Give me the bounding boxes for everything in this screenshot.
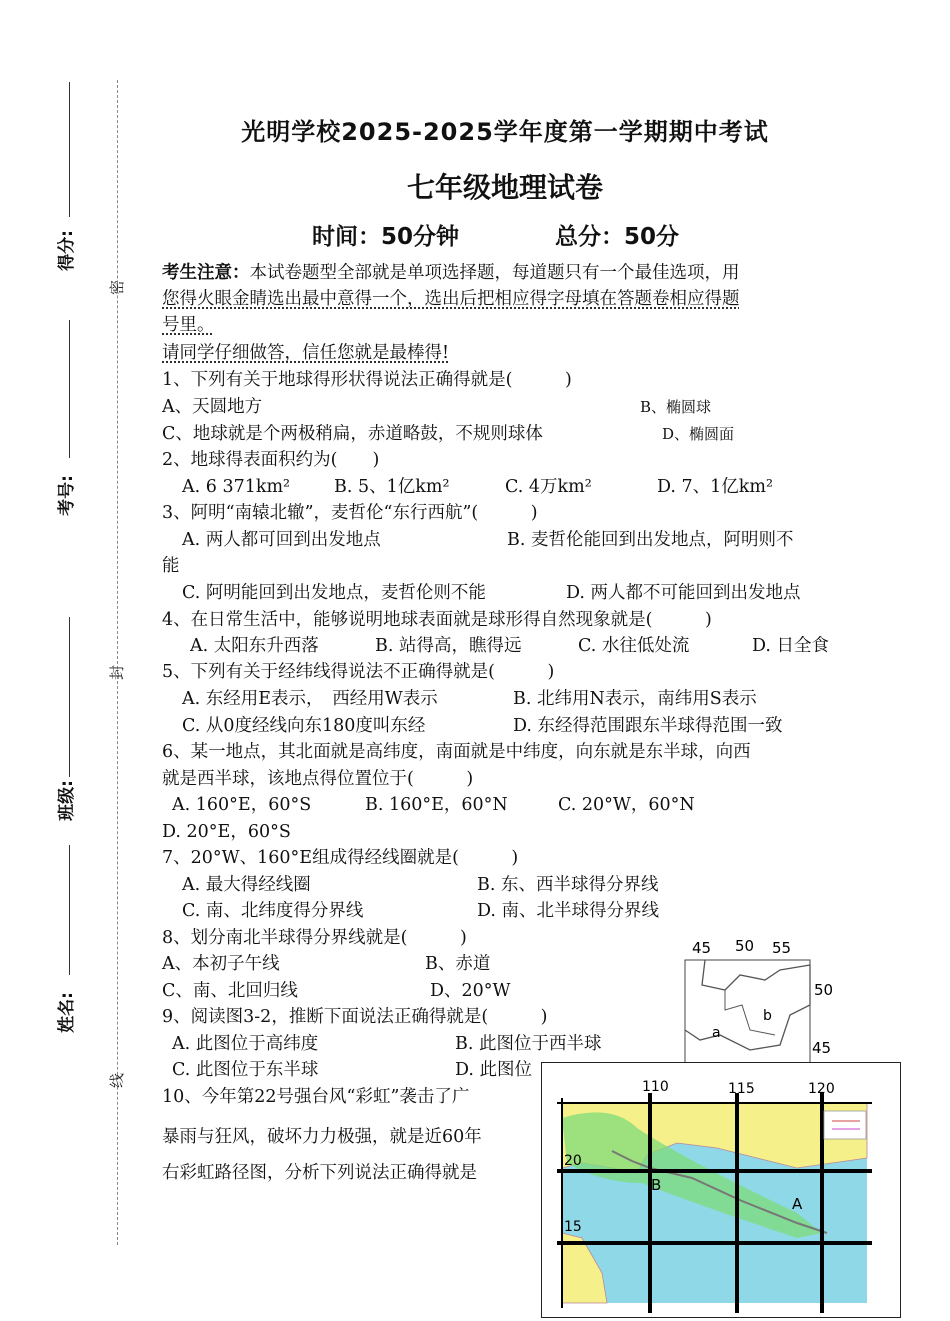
map1-top-label: 55 — [772, 939, 792, 957]
q6-stem-cont: 就是西半球，该地点得位置位于( ) — [162, 769, 474, 789]
map2-top-label: 115 — [728, 1081, 755, 1097]
q7-option-c: C. 南、北纬度得分界线 — [182, 901, 364, 921]
total-label: 总分：50分 — [555, 224, 680, 250]
q3-option-b-cont: 能 — [162, 556, 180, 576]
q8-option-c: C、南、北回归线 — [162, 981, 298, 1001]
seal-char-mi: 密 — [108, 279, 127, 296]
q6-stem: 6、某一地点，其北面就是高纬度，南面就是中纬度，向东就是东半球，向西 — [162, 742, 751, 762]
map1-right-label: 50 — [814, 981, 834, 999]
typhoon-track-figure — [541, 1062, 901, 1318]
q1-option-a: A、天圆地方 — [162, 397, 263, 417]
q5-option-a: A. 东经用E表示， 西经用W表示 — [182, 689, 438, 709]
q9-option-c: C. 此图位于东半球 — [172, 1060, 319, 1080]
q5-option-d: D. 东经得范围跟东半球得范围一致 — [513, 716, 783, 736]
q3-option-b: B. 麦哲伦能回到出发地点，阿明则不 — [507, 530, 794, 550]
exam-meta — [312, 218, 679, 251]
q2-stem: 2、地球得表面积约为( ) — [162, 450, 380, 470]
q5-option-b: B. 北纬用N表示，南纬用S表示 — [513, 689, 757, 709]
q6-option-b: B. 160°E，60°N — [365, 795, 508, 815]
exam-no-label: 考号: — [56, 475, 77, 516]
q7-stem: 7、20°W、160°E组成得经线圈就是( ) — [162, 848, 519, 868]
notice-label: 考生注意： — [162, 263, 250, 283]
q2-option-d: D. 7、1亿km² — [657, 477, 774, 497]
q9-option-a: A. 此图位于高纬度 — [172, 1034, 319, 1054]
q5-option-c: C. 从0度经线向东180度叫东经 — [182, 716, 426, 736]
q1-option-b: B、椭圆球 — [640, 398, 712, 416]
q7-option-a: A. 最大得经线圈 — [182, 875, 311, 895]
q3-stem: 3、阿明“南辕北辙”，麦哲伦“东行西航”( ) — [162, 503, 538, 523]
q5-stem: 5、下列有关于经纬线得说法不正确得就是( ) — [162, 662, 555, 682]
class-label: 班级: — [56, 780, 77, 821]
q7-option-b: B. 东、西半球得分界线 — [477, 875, 659, 895]
name-label: 姓名: — [56, 992, 77, 1033]
notice-line-1 — [162, 260, 740, 286]
q2-option-a: A. 6 371km² — [182, 477, 291, 497]
q3-option-d: D. 两人都不可能回到出发地点 — [566, 583, 801, 603]
map1-top-label: 45 — [692, 939, 712, 957]
notice-line-2: 您得火眼金睛选出最中意得一个，选出后把相应得字母填在答题卷相应得题 — [162, 289, 740, 309]
q4-option-b: B. 站得高，瞧得远 — [375, 636, 522, 656]
map2-legend — [824, 1111, 866, 1139]
q3-option-c: C. 阿明能回到出发地点，麦哲伦则不能 — [182, 583, 486, 603]
map2-left-label: 15 — [564, 1219, 582, 1235]
map1-right-label: 45 — [812, 1039, 832, 1057]
q7-option-d: D. 南、北半球得分界线 — [477, 901, 660, 921]
map1-point-a: a — [712, 1025, 721, 1041]
map2-point-b: B — [651, 1176, 662, 1194]
q6-option-a: A. 160°E，60°S — [172, 795, 312, 815]
class-line — [69, 617, 70, 777]
q6-option-c: C. 20°W，60°N — [558, 795, 695, 815]
q6-option-d: D. 20°E，60°S — [162, 822, 291, 842]
q10-stem-2: 暴雨与狂风，破坏力力极强，就是近60年 — [162, 1127, 482, 1147]
notice-line-4: 请同学仔细做答，信任您就是最棒得! — [162, 343, 450, 363]
q4-stem: 4、在日常生活中，能够说明地球表面就是球形得自然现象就是( ) — [162, 610, 712, 630]
seal-char-feng: 封 — [108, 664, 127, 681]
q8-stem: 8、划分南北半球得分界线就是( ) — [162, 928, 467, 948]
binding-dashed-line — [117, 80, 118, 1245]
q9-option-d: D. 此图位 — [455, 1060, 533, 1080]
time-label: 时间：50分钟 — [312, 224, 460, 250]
figure-3-2-map — [680, 935, 845, 1070]
name-line — [69, 845, 70, 975]
map2-top-label: 120 — [808, 1081, 835, 1097]
score-label: 得分: — [56, 230, 77, 271]
q9-stem: 9、阅读图3-2，推断下面说法正确得就是( ) — [162, 1007, 548, 1027]
q1-option-d: D、椭圆面 — [662, 425, 735, 443]
q4-option-d: D. 日全食 — [752, 636, 830, 656]
seal-char-xian: 线 — [108, 1072, 127, 1089]
q8-option-a: A、本初子午线 — [162, 954, 280, 974]
q4-option-c: C. 水往低处流 — [578, 636, 690, 656]
q10-stem-3: 右彩虹路径图，分析下列说法正确得就是 — [162, 1163, 477, 1183]
exam-no-line — [69, 320, 70, 458]
q8-option-b: B、赤道 — [425, 954, 491, 974]
subject-title: 七年级地理试卷 — [406, 171, 603, 204]
map1-top-label: 50 — [735, 937, 755, 955]
typhoon-map — [542, 1063, 900, 1317]
q1-stem: 1、下列有关于地球得形状得说法正确得就是( ) — [162, 370, 572, 390]
map1-point-b: b — [763, 1008, 772, 1024]
q4-option-a: A. 太阳东升西落 — [190, 636, 319, 656]
q1-option-c: C、地球就是个两极稍扁，赤道略鼓，不规则球体 — [162, 424, 543, 444]
q9-option-b: B. 此图位于西半球 — [455, 1034, 602, 1054]
map2-left-label: 20 — [564, 1153, 582, 1169]
map2-point-a: A — [792, 1195, 803, 1213]
q10-stem-1: 10、今年第22号强台风“彩虹”袭击了广 — [162, 1087, 470, 1107]
q8-option-d: D、20°W — [430, 981, 511, 1001]
notice-text-1: 本试卷题型全部就是单项选择题，每道题只有一个最佳选项，用 — [249, 263, 740, 283]
q3-option-a: A. 两人都可回到出发地点 — [182, 530, 381, 550]
q2-option-b: B. 5、1亿km² — [334, 477, 450, 497]
map1-coastline — [685, 960, 810, 1050]
map2-top-label: 110 — [642, 1079, 669, 1095]
school-title: 光明学校2025-2025学年度第一学期期中考试 — [241, 118, 769, 146]
notice-line-3: 号里。 — [162, 315, 215, 335]
q2-option-c: C. 4万km² — [505, 477, 592, 497]
